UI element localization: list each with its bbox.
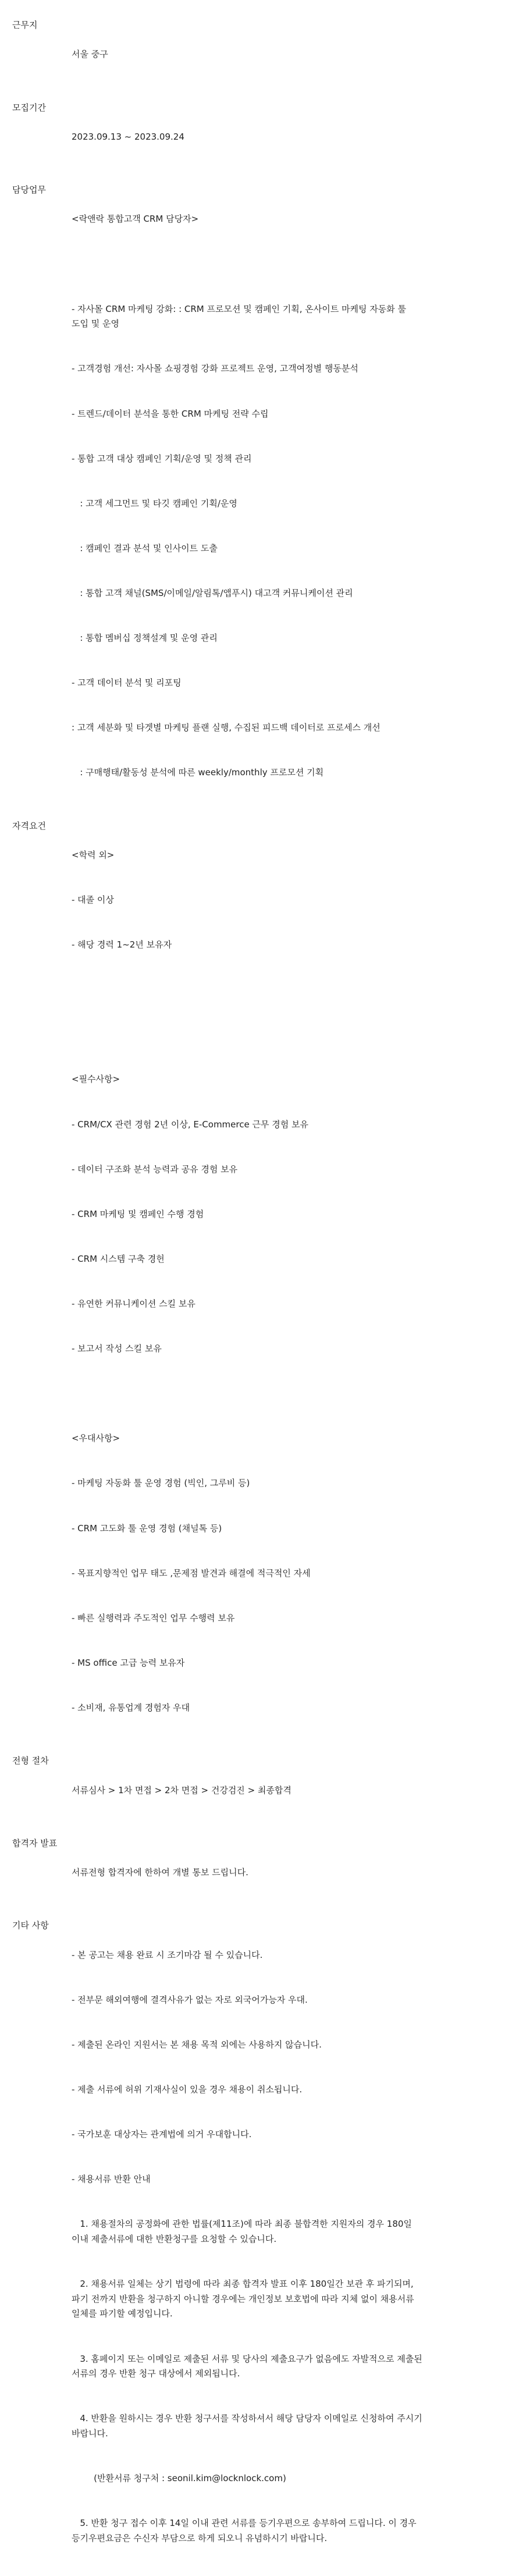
text-line: - CRM/CX 관련 경험 2년 이상, E-Commerce 근무 경험 보유 — [72, 1119, 308, 1130]
contact-email-line: (반환서류 청구처 : seonil.kim@locknlock.com) — [72, 2473, 286, 2484]
field-content — [72, 1836, 424, 1911]
row-other-notes — [0, 1918, 519, 2576]
field-label: 근무지 — [12, 20, 38, 30]
text-line: <필수사항> — [72, 1074, 120, 1085]
row-recruitment-period — [0, 100, 519, 175]
text-line: - CRM 시스템 구축 경헌 — [72, 1253, 165, 1264]
text-line: 서류심사 > 1차 면접 > 2차 면접 > 건강검진 > 최종합격 — [72, 1784, 292, 1796]
text-line: : 캠페인 결과 분석 및 인사이트 도출 — [72, 542, 218, 553]
field-content — [72, 1753, 424, 1828]
field-label: 담당업무 — [12, 184, 46, 196]
row-announcement — [0, 1836, 519, 1911]
text-line: : 고객 세그먼트 및 타깃 캠페인 기획/운영 — [72, 498, 237, 509]
text-line: 서류전형 합격자에 한하여 개별 통보 드립니다. — [72, 1867, 248, 1878]
row-qualifications — [0, 818, 519, 1746]
text-line: - 자사몰 CRM 마케팅 강화: : CRM 프로모션 및 캠페인 기획, 온사이트 마케팅 자동화 툴 도입 및 운영 — [72, 303, 409, 329]
blank-line — [72, 1027, 424, 1042]
text-line: - 목표지향적인 업무 태도 ,문제점 발견과 해결에 적극적인 자세 — [72, 1567, 311, 1578]
text-line: - 고객 데이터 분석 및 리포팅 — [72, 677, 182, 689]
text-line: - 유연한 커뮤니케이션 스킬 보유 — [72, 1298, 195, 1310]
text-line: - CRM 마케팅 및 캠페인 수행 경험 — [72, 1208, 204, 1219]
field-label: 합격자 발표 — [12, 1837, 58, 1848]
text-line: - 고객경험 개선: 자사몰 쇼핑경험 강화 프로젝트 운영, 고객여정별 행동분석 — [72, 363, 358, 374]
text-line: 2023.09.13 ~ 2023.09.24 — [72, 131, 184, 142]
field-label: 자격요건 — [12, 820, 46, 831]
text-line: - 소비재, 유통업계 경험자 우대 — [72, 1702, 190, 1713]
text-line: - 빠른 실행력과 주도적인 업무 수행력 보유 — [72, 1612, 235, 1623]
text-line: - 채용서류 반환 안내 — [72, 2174, 151, 2185]
text-line: <학력 외> — [72, 849, 115, 860]
text-line: - 국가보훈 대상자는 관계법에 의거 우대합니다. — [72, 2128, 252, 2139]
text-line: 서울 중구 — [72, 49, 108, 60]
text-line: : 구매행태/활동성 분석에 따른 weekly/monthly 프로모션 기획 — [72, 767, 324, 778]
text-line: - CRM 고도화 툴 운영 경험 (채널톡 등) — [72, 1523, 222, 1534]
text-line: - 통합 고객 대상 캠페인 기획/운영 및 정책 관리 — [72, 453, 252, 464]
text-line: - 대졸 이상 — [72, 895, 114, 906]
text-line: - 마케팅 자동화 툴 운영 경험 (빅인, 그루비 등) — [72, 1478, 250, 1489]
blank-line — [72, 257, 424, 272]
blank-line — [72, 982, 424, 998]
text-line: - 제출된 온라인 지원서는 본 채용 목적 외에는 사용하지 않습니다. — [72, 2039, 322, 2050]
field-content — [72, 100, 424, 175]
field-content — [72, 17, 424, 93]
text-line: - 데이터 구조화 분석 능력과 공유 경험 보유 — [72, 1163, 238, 1175]
text-line: 2. 채용서류 일체는 상기 법령에 따라 최종 합격자 발표 이후 180일간 보관 후 파기되며, 파기 전까지 반환을 청구하지 아니할 경우에는 개인정보 보호법에 따라 지체 없이 채용서류 일체를 파기할 예정입니다. — [72, 2279, 417, 2319]
row-location — [0, 17, 519, 93]
field-content — [72, 182, 424, 811]
text-line: - 트렌드/데이터 분석을 통한 CRM 마케팅 전략 수립 — [72, 408, 269, 419]
text-line: - 해당 경력 1~2년 보유자 — [72, 939, 172, 950]
text-line: 5. 반환 청구 접수 이후 14일 이내 관련 서류를 등기우편으로 송부하여 드립니다. 이 경우 등기우편요금은 수신자 부담으로 하게 되오니 유념하시기 바랍니다. — [72, 2518, 420, 2543]
text-line: 3. 홈페이지 또는 이메일로 제출된 서류 및 당사의 제출요구가 없음에도 자발적으로 제출된 서류의 경우 반환 청구 대상에서 제외됩니다. — [72, 2353, 425, 2379]
text-line: - MS office 고급 능력 보유자 — [72, 1657, 185, 1668]
text-line: - 제출 서류에 허위 기재사실이 있을 경우 채용이 취소됩니다. — [72, 2084, 303, 2095]
text-line: : 통합 고객 채널(SMS/이메일/알림톡/앱푸시) 대고객 커뮤니케이션 관리 — [72, 588, 353, 598]
text-line: <우대사항> — [72, 1433, 120, 1444]
text-line: : 통합 멤버십 정책설계 및 운영 관리 — [72, 633, 218, 644]
text-line: 4. 반환을 원하시는 경우 반환 청구서를 작성하셔서 해당 담당자 이메일로 신청하여 주시기 바랍니다. — [72, 2413, 425, 2439]
blank-line — [72, 1386, 424, 1401]
field-label: 전형 절차 — [12, 1755, 49, 1766]
text-line: 1. 채용절차의 공정화에 관한 법률(제11조)에 따라 최종 불합격한 지원자의 경우 180일 이내 제출서류에 대한 반환청구를 요청할 수 있습니다. — [72, 2219, 415, 2244]
text-line: - 전부문 해외여행에 결격사유가 없는 자로 외국어가능자 우대. — [72, 1994, 308, 2005]
field-label: 기타 사항 — [12, 1920, 49, 1931]
row-duties — [0, 182, 519, 811]
row-selection-process — [0, 1753, 519, 1828]
field-label: 모집기간 — [12, 102, 46, 113]
text-line: <락앤락 통합고객 CRM 담당자> — [72, 214, 199, 225]
field-content — [72, 1918, 424, 2576]
text-line: - 보고서 작성 스킬 보유 — [72, 1343, 162, 1354]
text-line: - 본 공고는 채용 완료 시 조기마감 될 수 있습니다. — [72, 1949, 263, 1960]
text-line: : 고객 세분화 및 타겟별 마케팅 플랜 실행, 수집된 피드백 데이터로 프로세스 개선 — [72, 722, 381, 733]
field-content — [72, 818, 424, 1746]
